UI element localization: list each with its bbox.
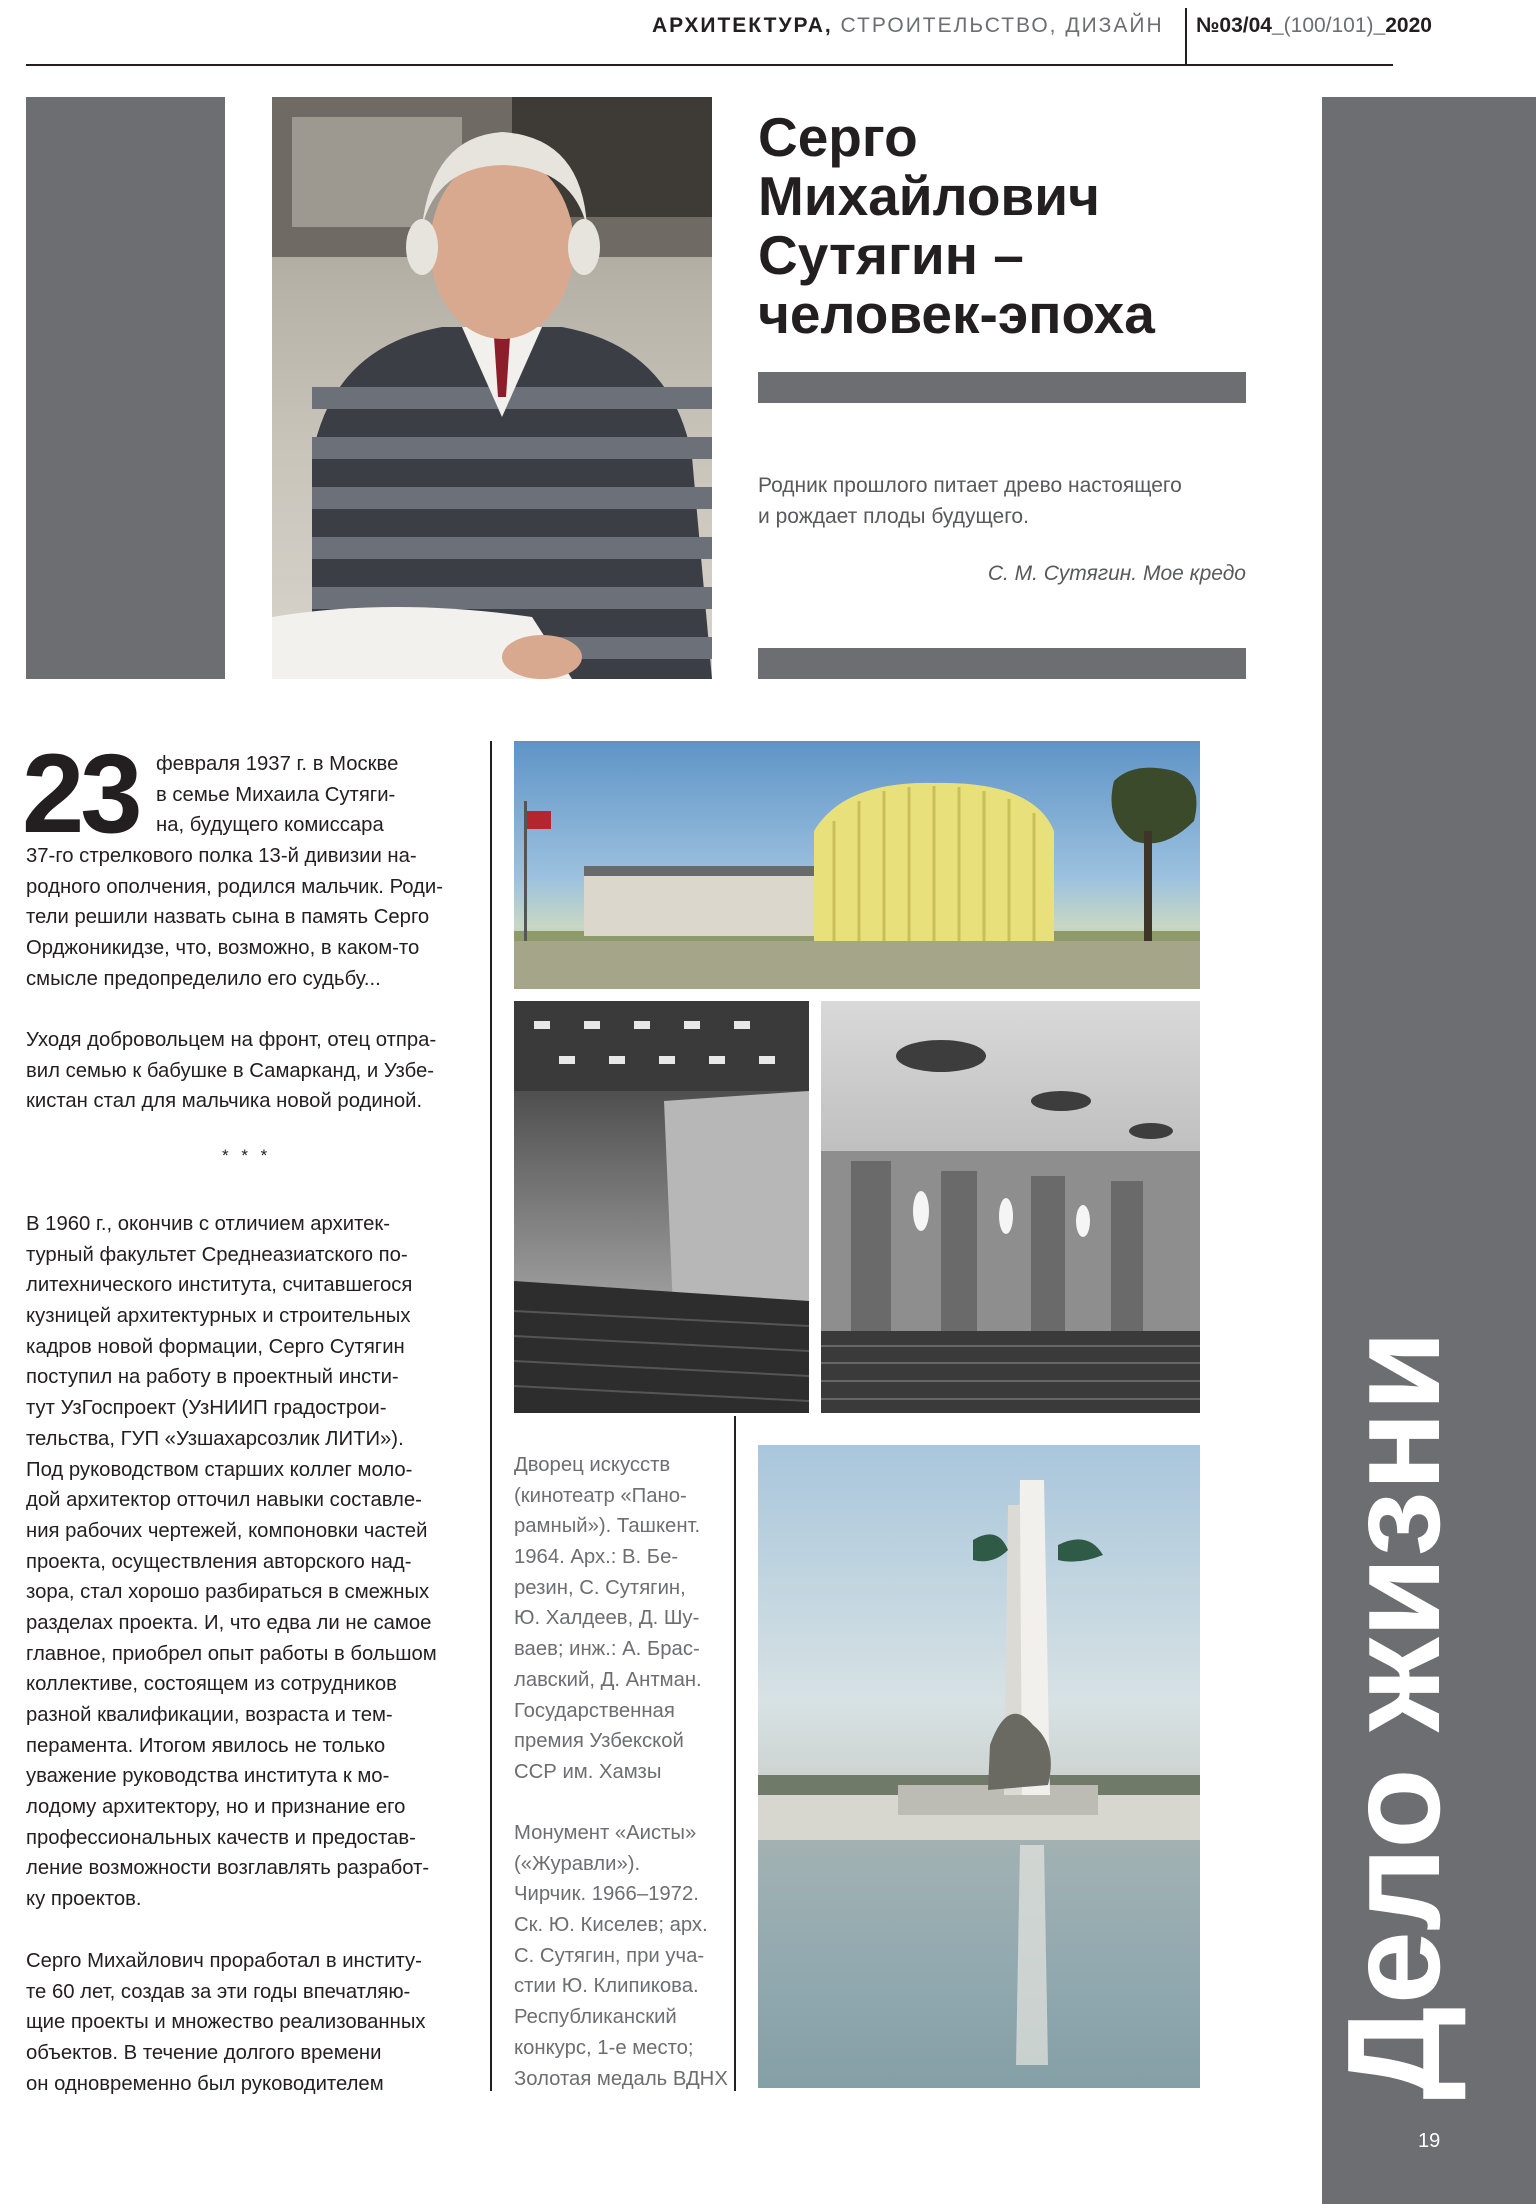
title-line: Михайлович [758,165,1100,227]
palace-interior-photo-2 [821,1001,1200,1413]
section-header-rest: СТРОИТЕЛЬСТВО, ДИЗАЙН [832,14,1164,37]
monument-caption [514,1818,728,2094]
text-line: Орджоникидзе, что, возможно, в каком-то [26,937,420,960]
text-line: щие проекты и множество реализованных [26,2011,426,2034]
text-line: те 60 лет, создав за эти годы впечатляю- [26,1980,411,2003]
caption-line: 1964. Арх.: В. Бе- [514,1546,679,1569]
issue-number-range: (100/101) [1283,14,1374,37]
text-line: в семье Михаила Сутяги- [156,783,396,806]
article-title [758,108,1278,344]
text-line: тели решили назвать сына в память Серго [26,906,430,929]
caption-line: ССР им. Хамзы [514,1760,662,1783]
caption-line: С. Сутягин, при уча- [514,1944,705,1967]
caption-line: рамный»). Ташкент. [514,1515,701,1538]
palace-exterior-photo [514,741,1200,989]
text-line: зора, стал хорошо разбираться в смежных [26,1581,430,1604]
caption-line: лавский, Д. Антман. [514,1668,702,1691]
palace-interior-photo-1 [514,1001,809,1413]
rubric-title: Дело жизни [1320,1330,1467,2100]
title-bar-lower [758,648,1246,679]
epigraph [758,470,1258,532]
paragraph-1 [26,841,443,994]
title-line: человек-эпоха [758,283,1155,345]
text-line: В 1960 г., окончив с отличием архитек- [26,1213,391,1235]
caption-line: Государственная [514,1699,675,1722]
title-bar-upper [758,372,1246,403]
title-line: Серго [758,106,918,168]
text-line: ление возможности возглавлять разработ- [26,1857,430,1880]
caption-line: ваев; инж.: А. Брас- [514,1638,700,1661]
section-separator: * * * [222,1146,272,1165]
caption-line: Ю. Халдеев, Д. Шу- [514,1607,700,1630]
caption-line: («Журавли»). [514,1852,641,1875]
decorative-gray-block [26,97,225,679]
caption-line: Чирчик. 1966–1972. [514,1883,699,1906]
text-line: кистан стал для мальчика новой родиной. [26,1090,423,1113]
column-rule [490,741,492,2091]
caption-line: (кинотеатр «Пано- [514,1484,687,1507]
text-line: главное, приобрел опыт работы в большом [26,1642,437,1665]
text-line: кадров новой формации, Серго Сутягин [26,1335,405,1358]
text-line: ку проектов. [26,1888,142,1911]
text-line: перамента. Итогом явилось не только [26,1734,386,1757]
epigraph-source: С. М. Сутягин. Мое кредо [987,562,1246,585]
text-line: он одновременно был руководителем [26,2072,384,2095]
caption-line: премия Узбекской [514,1730,684,1753]
caption-line: Дворец искусств [514,1454,671,1476]
title-line: Сутягин – [758,224,1024,286]
text-line: поступил на работу в проектный инсти- [26,1366,399,1389]
paragraph-3 [26,1209,437,1915]
paragraph-2 [26,1025,436,1117]
paragraph-4 [26,1946,426,2099]
caption-line: Золотая медаль ВДНХ [514,2067,728,2090]
text-line: ния рабочих чертежей, компоновки частей [26,1519,428,1542]
caption-line: стии Ю. Клипикова. [514,1975,699,1998]
section-header [652,14,1164,38]
text-line: литехнического института, считавшегося [26,1274,413,1297]
portrait-photo-illustration [272,97,712,679]
portrait-photo [272,97,712,679]
palace-interior-2-illustration [821,1001,1200,1413]
palace-interior-1-illustration [514,1001,809,1413]
text-line: профессиональных качеств и предостав- [26,1826,416,1849]
text-line: турный факультет Среднеазиатского по- [26,1243,408,1266]
intro-paragraph [156,749,398,841]
text-line: лодому архитектору, но и признание его [26,1796,406,1819]
issue-number [1196,14,1432,38]
text-line: дой архитектор отточил навыки составле- [26,1489,422,1512]
text-line: коллективе, состоящем из сотрудников [26,1673,397,1696]
monument-photo [758,1445,1200,2088]
caption-line: Ск. Ю. Киселев; арх. [514,1914,708,1937]
header-rule [26,64,1393,66]
epigraph-line: Родник прошлого питает древо настоящего [758,474,1182,497]
drop-cap: 23 [22,731,139,856]
text-line: объектов. В течение долгого времени [26,2042,382,2065]
header-divider [1185,8,1187,64]
text-line: тут УзГоспроект (УзНИИП градострои- [26,1397,387,1420]
text-line: тельства, ГУП «Узшахарсозлик ЛИТИ»). [26,1427,404,1450]
caption-line: Республиканский [514,2006,677,2029]
text-line: уважение руководства института к мо- [26,1765,390,1788]
page-number: 19 [1418,2130,1441,2152]
issue-year: _2020 [1373,14,1432,37]
text-line: Серго Михайлович проработал в институ- [26,1950,422,1972]
epigraph-line: и рождает плоды будущего. [758,505,1029,528]
text-line: родного ополчения, родился мальчик. Роди- [26,875,443,898]
text-line: проекта, осуществления авторского над- [26,1550,412,1573]
text-line: февраля 1937 г. в Москве [156,753,399,775]
monument-illustration [758,1445,1200,2088]
text-line: на, будущего комиссара [156,814,384,837]
caption-line: резин, С. Сутягин, [514,1576,686,1599]
section-header-bold: АРХИТЕКТУРА, [652,14,833,37]
caption-line: Монумент «Аисты» [514,1822,697,1844]
text-line: Под руководством старших коллег моло- [26,1458,413,1481]
palace-caption [514,1450,702,1788]
caption-column-rule [734,1416,736,2091]
issue-number-main: №03/04_ [1196,14,1284,37]
text-line: вил семью к бабушке в Самарканд, и Узбе- [26,1059,435,1082]
text-line: 37-го стрелкового полка 13-й дивизии на- [26,845,417,867]
palace-exterior-illustration [514,741,1200,989]
text-line: кузницей архитектурных и строительных [26,1305,411,1328]
text-line: смысле предопределило его судьбу... [26,967,381,990]
text-line: разной квалификации, возраста и тем- [26,1704,393,1726]
caption-line: конкурс, 1-е место; [514,2036,694,2059]
text-line: разделах проекта. И, что едва ли не самое [26,1611,432,1634]
text-line: Уходя добровольцем на фронт, отец отпра- [26,1029,437,1051]
